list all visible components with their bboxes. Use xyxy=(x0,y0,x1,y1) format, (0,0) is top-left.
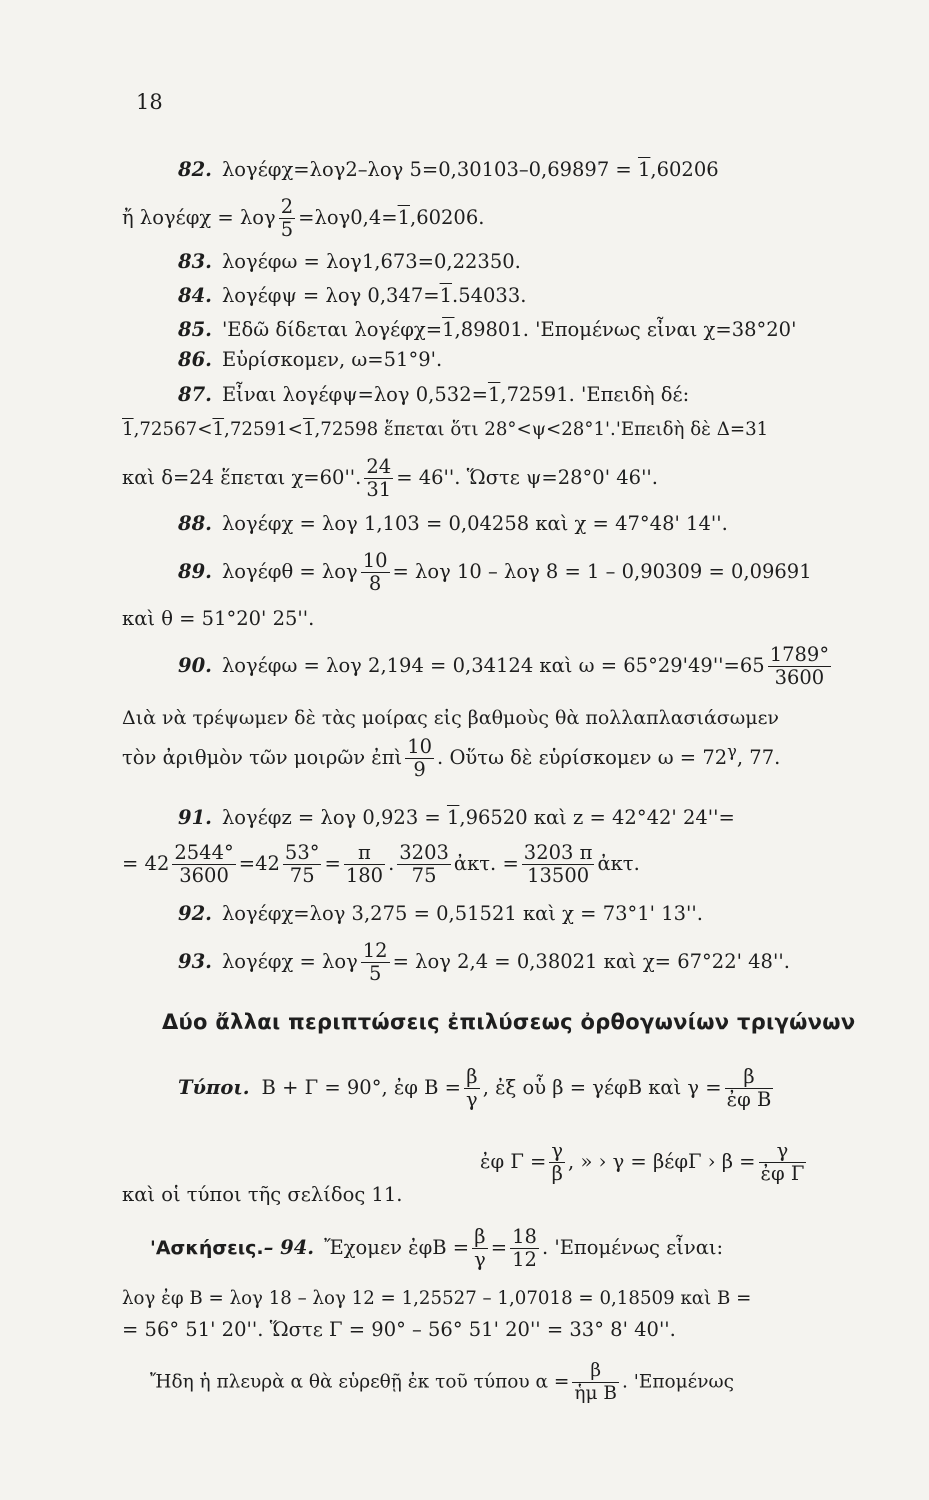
formulas-line-3 xyxy=(122,1183,402,1207)
bar-digit: 1 xyxy=(122,419,134,440)
exercise-88 xyxy=(178,512,728,536)
section-heading: Δύο ἄλλαι περιπτώσεις ἐπιλύσεως ὀρθογωνίων τριγώνων xyxy=(162,1010,856,1034)
exercise-86 xyxy=(178,348,442,372)
numerator: β xyxy=(472,1226,488,1249)
fraction xyxy=(361,940,390,985)
numerator: 53° xyxy=(284,841,320,864)
text: ἀκτ. = xyxy=(453,852,519,875)
bar-digit: 1 xyxy=(302,419,315,440)
text: = xyxy=(324,852,341,875)
text: Διὰ νὰ τρέψωμεν δὲ τὰς μοίρας εἰς βαθμοὺς θὰ πολλαπλασιάσωμεν xyxy=(122,707,779,729)
denominator: 13500 xyxy=(527,864,590,887)
denominator: 5 xyxy=(368,962,382,985)
denominator: 12 xyxy=(512,1248,537,1271)
numerator: γ xyxy=(551,1139,564,1162)
text: ,72591. 'Επειδὴ δέ: xyxy=(500,383,690,406)
text: Ἤδη ἡ πλευρὰ α θὰ εὑρεθῇ ἐκ τοῦ τύπου α = xyxy=(150,1371,570,1393)
fraction xyxy=(279,196,295,241)
text: λογέφχ=λογ2–λογ 5=0,30103–0,69897 = xyxy=(221,158,638,181)
formulas-label: Τύποι. xyxy=(178,1076,250,1099)
exercise-number: 88. xyxy=(178,512,212,535)
text: , 77. xyxy=(736,746,781,769)
denominator: 5 xyxy=(280,218,294,241)
fraction xyxy=(759,1140,807,1185)
text: λογ ἐφ Β = λογ 18 – λογ 12 = 1,25527 – 1,07018 = 0,18509 καὶ Β = xyxy=(122,1288,752,1309)
fraction xyxy=(405,736,434,781)
text: λογέφω = λογ1,673=0,22350. xyxy=(221,250,521,273)
exercises-94-line-1 xyxy=(150,1226,723,1271)
exercise-83 xyxy=(178,250,521,274)
exercise-90-line-1 xyxy=(178,644,834,689)
text: λογέφθ = λογ xyxy=(221,560,358,583)
fraction xyxy=(510,1226,539,1271)
text: καὶ οἱ τύποι τῆς σελίδος 11. xyxy=(122,1183,403,1206)
text: ,72567< xyxy=(133,419,213,440)
denominator: β xyxy=(551,1162,563,1185)
denominator: ἐφ Γ xyxy=(760,1162,805,1185)
text: = λογ 2,4 = 0,38021 καὶ χ= 67°22' 48''. xyxy=(392,950,790,973)
exercise-90-line-2 xyxy=(122,706,779,730)
text: τὸν ἀριθμὸν τῶν μοιρῶν ἐπὶ xyxy=(122,746,403,769)
text: λογέφz = λογ 0,923 = xyxy=(221,806,447,829)
text: λογέφω = λογ 2,194 = 0,34124 καὶ ω = 65°29'49''=65 xyxy=(221,654,765,677)
text: Β + Γ = 90°, ἐφ Β = xyxy=(261,1076,462,1099)
text: . 'Επομένως εἶναι: xyxy=(541,1236,724,1259)
numerator: 24 xyxy=(366,455,392,478)
exercise-number: 85. xyxy=(178,318,212,341)
numerator: 1789° xyxy=(769,643,830,666)
exercise-number: 90. xyxy=(178,654,212,677)
text: , ἐξ οὗ β = γέφΒ καὶ γ = xyxy=(482,1076,722,1099)
text: . 'Επομένως xyxy=(622,1371,734,1393)
exercise-number: 91. xyxy=(178,806,212,829)
denominator: ἡμ Β xyxy=(574,1383,617,1404)
grade-superscript: γ xyxy=(727,741,737,761)
text: λογέφψ = λογ 0,347= xyxy=(221,284,440,307)
text: ,72591< xyxy=(224,419,303,440)
bar-digit: 1 xyxy=(212,419,225,440)
text: 'Εδῶ δίδεται λογέφχ= xyxy=(221,318,443,341)
text: = λογ 10 – λογ 8 = 1 – 0,90309 = 0,09691 xyxy=(392,560,812,583)
text: καὶ δ=24 ἕπεται χ=60''. xyxy=(122,466,362,489)
numerator: β xyxy=(464,1066,480,1089)
exercises-label: 'Ασκήσεις. xyxy=(150,1237,264,1259)
exercise-84 xyxy=(178,284,526,308)
text: = 42 xyxy=(122,852,170,875)
exercise-number: – 94. xyxy=(263,1236,315,1259)
denominator: 9 xyxy=(413,758,426,781)
text: . xyxy=(388,852,395,875)
bar-digit: 1 xyxy=(439,284,453,307)
exercise-number: 82. xyxy=(178,158,212,181)
text: Εἶναι λογέφψ=λογ 0,532= xyxy=(221,383,488,406)
fraction xyxy=(364,456,393,501)
exercise-82-line-1 xyxy=(178,158,719,182)
numerator: γ xyxy=(759,1140,807,1163)
exercise-85 xyxy=(178,318,796,342)
page-number: 18 xyxy=(136,90,163,114)
numerator: 3203 π xyxy=(523,841,593,864)
fraction xyxy=(549,1140,565,1185)
text: ἀκτ. xyxy=(597,852,640,875)
exercise-number: 83. xyxy=(178,250,212,273)
numerator: 12 xyxy=(362,939,388,962)
text: =42 xyxy=(238,852,280,875)
numerator: 3203 xyxy=(399,841,449,864)
text: , » › γ = βέφΓ › β = xyxy=(568,1150,756,1173)
text: λογέφχ = λογ xyxy=(221,950,358,973)
formulas-line-2 xyxy=(480,1140,809,1185)
exercise-89-line-2 xyxy=(122,607,314,631)
text: ,89801. 'Επομένως εἶναι χ=38°20' xyxy=(454,318,797,341)
exercises-94-line-3 xyxy=(122,1318,676,1342)
text: ,60206 xyxy=(650,158,719,181)
formulas-line-1 xyxy=(178,1066,776,1111)
numerator: 10 xyxy=(362,549,388,572)
fraction xyxy=(768,644,831,689)
text: λογέφχ=λογ 3,275 = 0,51521 καὶ χ = 73°1' 13''. xyxy=(221,902,703,925)
fraction xyxy=(172,842,235,887)
exercise-number: 87. xyxy=(178,383,212,406)
exercise-number: 86. xyxy=(178,348,212,371)
exercise-89-line-1 xyxy=(178,550,812,595)
fraction xyxy=(283,842,322,887)
numerator: 18 xyxy=(512,1225,537,1248)
bar-digit: 1 xyxy=(397,206,410,229)
denominator: γ xyxy=(466,1088,478,1111)
fraction xyxy=(522,842,595,887)
text: ἤ λογέφχ = λογ xyxy=(122,206,276,229)
exercise-87-line-3 xyxy=(122,456,658,501)
text: = 56° 51' 20''. Ὥστε Γ = 90° – 56° 51' 20'' = 33° 8' 40''. xyxy=(122,1318,676,1341)
exercise-90-line-3 xyxy=(122,736,780,781)
text: = 46''. Ὥστε ψ=28°0' 46''. xyxy=(396,466,658,489)
denominator: 3600 xyxy=(179,864,229,887)
fraction xyxy=(397,842,451,887)
exercise-number: 84. xyxy=(178,284,212,307)
text: ,96520 καὶ z = 42°42' 24''= xyxy=(459,806,735,829)
bar-digit: 1 xyxy=(487,383,501,406)
exercises-94-line-4 xyxy=(150,1360,734,1405)
exercise-91-line-1 xyxy=(178,806,735,830)
fraction xyxy=(361,550,390,595)
exercise-number: 93. xyxy=(178,950,212,973)
numerator: 10 xyxy=(407,735,433,758)
exercise-92 xyxy=(178,902,703,926)
fraction xyxy=(472,1226,488,1271)
exercise-number: 92. xyxy=(178,902,212,925)
exercise-93 xyxy=(178,940,790,985)
text: Εὑρίσκομεν, ω=51°9'. xyxy=(221,348,443,371)
denominator: 8 xyxy=(368,572,382,595)
denominator: 75 xyxy=(411,864,437,887)
exercise-87-line-1 xyxy=(178,383,689,407)
fraction xyxy=(344,842,385,887)
denominator: 180 xyxy=(345,864,384,887)
bar-digit: 1 xyxy=(446,806,460,829)
denominator: ἐφ Β xyxy=(726,1088,772,1111)
text: = xyxy=(490,1236,508,1259)
numerator: π xyxy=(344,842,385,865)
denominator: 75 xyxy=(289,864,315,887)
text: ,72598 ἕπεται ὅτι 28°<ψ<28°1'.'Επειδὴ δὲ Δ=31 xyxy=(314,419,769,440)
fraction xyxy=(725,1066,774,1111)
bar-digit: 1 xyxy=(442,318,455,341)
exercises-94-line-2 xyxy=(122,1287,751,1311)
exercise-91-line-2 xyxy=(122,842,640,887)
denominator: 3600 xyxy=(774,666,825,689)
text: λογέφχ = λογ 1,103 = 0,04258 καὶ χ = 47°48' 14''. xyxy=(221,512,728,535)
exercise-87-line-2 xyxy=(122,418,768,442)
numerator: β xyxy=(725,1066,774,1089)
denominator: 31 xyxy=(366,478,392,501)
exercise-number: 89. xyxy=(178,560,212,583)
text: καὶ θ = 51°20' 25''. xyxy=(122,607,315,630)
text: =λογ0,4= xyxy=(298,206,398,229)
bar-digit: 1 xyxy=(637,158,651,181)
text: ἐφ Γ = xyxy=(480,1150,547,1173)
exercise-82-line-2 xyxy=(122,196,484,241)
text: ,60206. xyxy=(410,206,485,229)
fraction xyxy=(464,1066,480,1111)
fraction xyxy=(572,1360,619,1405)
denominator: γ xyxy=(474,1248,486,1271)
numerator: β xyxy=(572,1360,619,1383)
text: . Οὕτω δὲ εὑρίσκομεν ω = 72 xyxy=(437,746,728,769)
numerator: 2 xyxy=(280,195,294,218)
text: Ἔχομεν ἐφΒ = xyxy=(324,1236,470,1259)
numerator: 2544° xyxy=(174,841,234,864)
text: .54033. xyxy=(452,284,527,307)
